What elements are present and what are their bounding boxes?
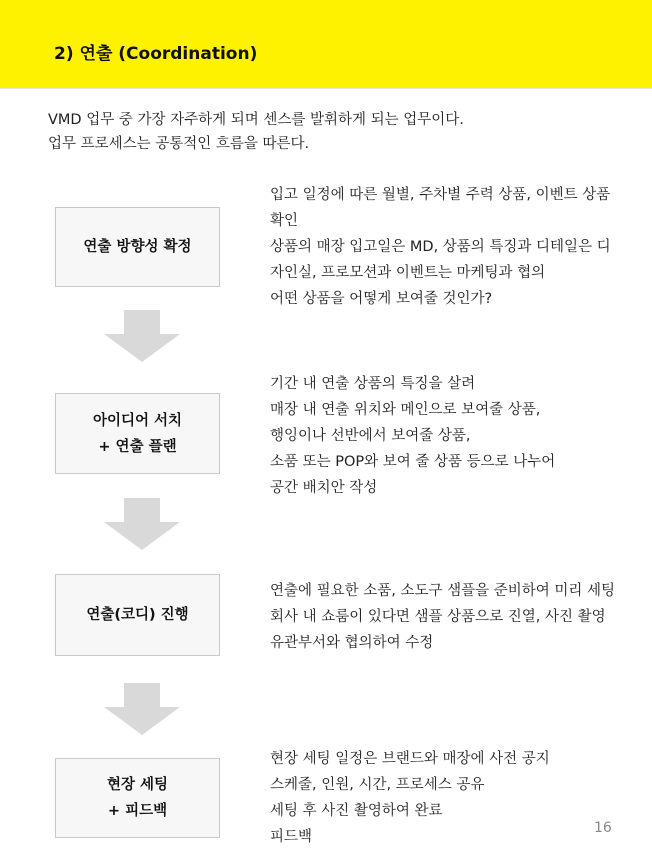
description-line: 기간 내 연출 상품의 특징을 살려 (270, 376, 476, 392)
step-box-label: + 피드백 (107, 803, 168, 819)
flow-arrow-down-icon (104, 498, 180, 550)
description-line: 어떤 상품을 어떻게 보여줄 것인가? (270, 291, 493, 307)
step-box-field-setting (55, 758, 220, 838)
description-line: 공간 배치안 작성 (270, 480, 378, 496)
step-box-label: 아이디어 서치 (92, 412, 183, 429)
description-line: 유관부서와 협의하여 수정 (270, 635, 434, 651)
description-line: 매장 내 연출 위치와 메인으로 보여줄 상품, (270, 402, 541, 418)
step-box-direction (55, 207, 220, 287)
step-box-label: 연출 방향성 확정 (83, 239, 192, 255)
description-line: 피드백 (270, 829, 313, 845)
intro-line: VMD 업무 중 가장 자주하게 되며 센스를 발휘하게 되는 업무이다. (48, 112, 464, 128)
page-number: 16 (594, 820, 612, 836)
step-description-coordination (270, 578, 635, 656)
intro-text (48, 108, 464, 156)
step-box-label: 현장 세팅 (106, 777, 169, 793)
section-title: 2) 연출 (Coordination) (54, 44, 258, 64)
description-line: 세팅 후 사진 촬영하여 완료 (270, 803, 443, 819)
flow-arrow-down-icon (104, 683, 180, 735)
step-description-field-setting (270, 746, 635, 850)
description-line: 입고 일정에 따른 월별, 주차별 주력 상품, 이벤트 상품 (270, 187, 611, 203)
page-header (0, 0, 652, 88)
description-line: 확인 (270, 213, 299, 229)
description-line: 스케줄, 인원, 시간, 프로세스 공유 (270, 777, 485, 793)
step-box-coordination (55, 574, 220, 656)
intro-line: 업무 프로세스는 공통적인 흐름을 따른다. (48, 136, 310, 152)
flow-arrow-down-icon (104, 310, 180, 362)
description-line: 현장 세팅 일정은 브랜드와 매장에 사전 공지 (270, 751, 550, 767)
description-line: 상품의 매장 입고일은 MD, 상품의 특징과 디테일은 디 (270, 239, 611, 255)
header-divider (0, 88, 652, 89)
description-line: 자인실, 프로모션과 이벤트는 마케팅과 협의 (270, 265, 546, 281)
step-description-idea (270, 371, 635, 501)
step-box-idea (55, 393, 220, 474)
description-line: 회사 내 쇼룸이 있다면 샘플 상품으로 진열, 사진 촬영 (270, 609, 606, 625)
description-line: 행잉이나 선반에서 보여줄 상품, (270, 428, 471, 444)
step-description-direction (270, 182, 635, 312)
step-box-label: 연출(코디) 진행 (86, 607, 189, 623)
step-box-label: + 연출 플랜 (98, 438, 177, 455)
description-line: 연출에 필요한 소품, 소도구 샘플을 준비하여 미리 세팅 (270, 583, 616, 599)
description-line: 소품 또는 POP와 보여 줄 상품 등으로 나누어 (270, 454, 556, 470)
